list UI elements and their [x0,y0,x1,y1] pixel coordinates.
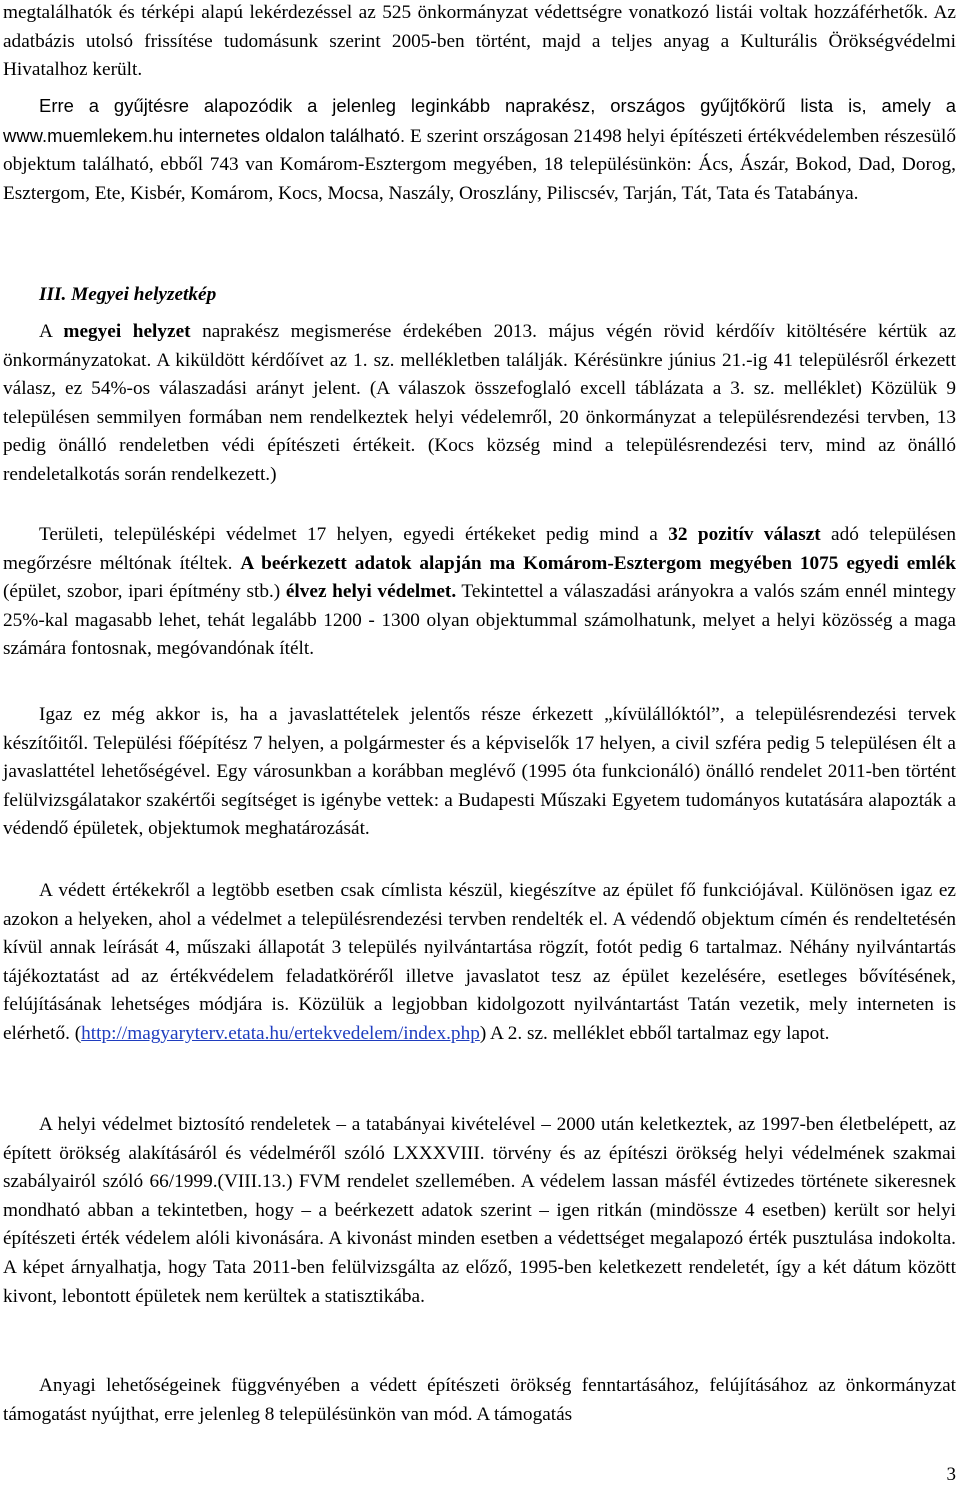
paragraph-megyei-helyzet [3,318,956,490]
paragraph-text: Anyagi lehetőségeinek függvényében a védett építészeti örökség fenntartásához, felújításához az önkormányzat támogatást nyújthat, erre jelenleg 8 településünkön van mód. A támogatás [3,1375,956,1425]
bold-text: élvez helyi védelmet. [285,581,457,603]
paragraph-text: megtalálhatók és térképi alapú lekérdezéssel az 525 önkormányzat védettségre vonatkozó listái voltak hozzáférhetők. Az adatbázis utolsó frissítése tudomásunk szerint 2005-ben történt, majd a teljes anyag a Kulturális Örökségvédelmi Hivatalhoz került. [3,2,956,81]
paragraph-anyagi-lehetosegek [3,1372,956,1429]
paragraph-text: adó településen megőrzésre méltónak ítéltek. [3,524,956,574]
muemlekem-link[interactable]: www.muemlekem.hu [3,124,174,146]
paragraph-text: E szerint országosan 21498 helyi építészeti értékvédelemben részesülő objektum található, ebből 743 van Komárom-Esztergom megyében, 18 településünkön: Ács, Ászár, Bokod, Dad, Dorog, Esztergom, Ete, Kisbér, Komárom, Kocs, Mocsa, Naszály, Oroszlány, Piliscsév, Tarján, Tát, Tata és Tatabánya. [3,125,957,204]
bold-text: 32 pozitív választ [668,524,821,545]
paragraph-text: ) A 2. sz. melléklet ebből tartalmaz egy lapot. [479,1022,830,1044]
paragraph-text: Tekintettel a válaszadási arányokra a valós szám ennél mintegy 25%-kal magasabb lehet, tehát legalább 1200 - 1300 olyan objektummal számolhatunk, melyet a helyi közösség a maga számára fontosnak, megóvandónak ítélt. [3,581,956,660]
paragraph-text: A helyi védelmet biztosító rendeletek – a tatabányai kivételével – 2000 után keletkeztek, az 1997-ben életbelépett, az épített örökség alakításáról és védelméről szóló LXXXVIII. törvény és az építészi örökség helyi védelmének szakmai szabályairól szóló 66/1999.(VIII.13.) FVM rendelet szellemében. A védelem lassan másfél évtizedes története sikeresnek mondható abban a tekintetben, hogy – a beérkezett adatok szerint – igen ritkán (mindössze 4 esetben) került sor helyi építészeti érték védelem alóli kivonására. A kivonást minden esetben a védettséget megalapozó érték pusztulása indokolta. A képet árnyalhatja, hogy Tata 2011-ben felülvizsgálta az előző, 1995-ben keletkezett rendeletét, így a két dátum között kivont, lebontott épületek nem kerültek a statisztikába. [3,1114,956,1307]
section-heading: III. Megyei helyzetkép [39,284,217,305]
paragraph-text: A [39,321,64,342]
bold-text: A beérkezett adatok alapján ma Komárom-Esztergom megyében 1075 egyedi emlék [240,552,956,574]
paragraph-intro [3,0,956,85]
paragraph-text: A védett értékekről a legtöbb esetben csak címlista készül, kiegészítve az épület fő funkciójával. Különösen igaz ez azokon a helyeken, ahol a védelmet a településrendezési tervben rendelték el. A védendő objektum címén és rendeltetésén kívül annak leírását 4, műszaki állapotát 3 település nyilvántartása rögzít, fotót pedig 6 tartalmaz. Néhány nyilvántartás tájékoztatást ad az értékvédelem feladatköréről illetve javaslatot tesz az épület kezelésére, esetleges bővítésének, felújításának lehetséges módjára is. Közülük a legjobban kidolgozott nyilvántartást Tatán vezetik, mely interneten is elérhető. ( [3,880,956,1044]
paragraph-text: Területi, településképi védelmet 17 helyen, egyedi értékeket pedig mind a [39,524,669,545]
paragraph-text: naprakész megismerése érdekében 2013. május végén rövid kérdőív kitöltésére kértük az önkormányzatokat. A kiküldött kérdőívet az 1. sz. mellékletben találják. Kérésünkre június 21.-ig 41 településről érkezett válasz, ez 54%-os válaszadási arányt jelent. (A válaszok összefoglaló excell táblázata a 3. sz. melléklet) Közülük 9 településen semmilyen formában nem rendelkeztek helyi védelemről, 20 önkormányzat a településrendezési tervben, 13 pedig önálló rendeletben védi építészeti értékeit. (Kocs község mind a településrendezési terv, mind az önálló rendeletalkotás során rendelkezett.) [3,321,956,485]
paragraph-text: Igaz ez még akkor is, ha a javaslattételek jelentős része érkezett „kívülállóktól”, a településrendezési tervek készítőitől. Települési főépítész 7 helyen, a polgármester és a képviselők 17 helyen, a civil szféra pedig 5 településen élt a javaslattétel lehetőségével. Egy városunkban a korábban meglévő (1995 óta funkcionáló) önálló rendelet 2011-ben történt felülvizsgálatakor szakértői segítséget is igénybe vettek: a Budapesti Műszaki Egyetem tudományos kutatására alapozták a védendő épületek, objektumok meghatározását. [3,704,956,840]
paragraph-teruleti-vedelem [3,521,956,664]
paragraph-text: (épület, szobor, ipari építmény stb.) [3,581,286,603]
paragraph-text-sans: Erre a gyűjtésre alapozódik a jelenleg leginkább naprakész, országos gyűjtőkörű lista is, amely a [39,95,956,116]
paragraph-cimlista [3,877,956,1049]
paragraph-javaslattetel [3,701,956,844]
paragraph-muemlekem [3,92,956,208]
page-number: 3 [946,1464,956,1485]
bold-text: megyei helyzet [63,321,191,342]
paragraph-rendeletek [3,1111,956,1311]
tata-ertekvedelem-link[interactable]: http://magyaryterv.etata.hu/ertekvedelem/index.php [81,1022,480,1044]
paragraph-text-sans: internetes oldalon található. [173,124,406,146]
